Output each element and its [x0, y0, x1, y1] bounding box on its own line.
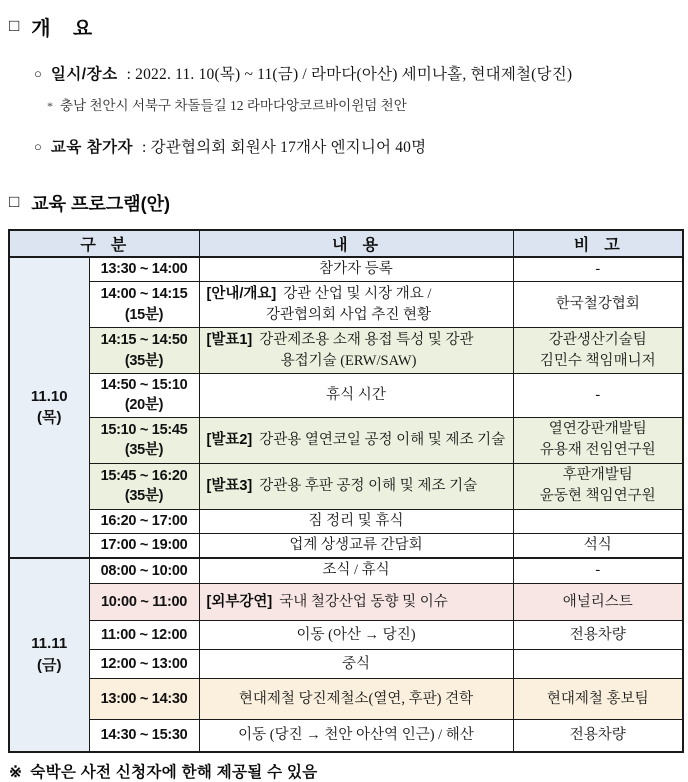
time-cell: 14:00 ~ 14:15 (15분) — [89, 282, 199, 328]
note-cell: 전용차량 — [513, 720, 683, 752]
info-value-participants: : 강관협의회 회원사 17개사 엔지니어 40명 — [142, 139, 427, 156]
footnote-text: 숙박은 사전 신청자에 한해 제공될 수 있음 — [30, 763, 318, 781]
note-cell: 한국철강협회 — [513, 282, 683, 328]
content-cell: 이동 (당진 → 천안 아산역 인근) / 해산 — [199, 720, 513, 752]
table-row — [9, 463, 683, 509]
note-cell — [513, 509, 683, 533]
address-note — [47, 94, 682, 114]
circle-bullet-icon: ○ — [34, 66, 42, 81]
time-cell: 13:00 ~ 14:30 — [89, 679, 199, 720]
table-row — [9, 679, 683, 720]
note-cell: - — [513, 558, 683, 584]
square-bullet-icon: □ — [9, 192, 20, 211]
time-cell: 11:00 ~ 12:00 — [89, 621, 199, 650]
time-cell: 12:00 ~ 13:00 — [89, 650, 199, 679]
note-cell: 전용차량 — [513, 621, 683, 650]
table-row — [9, 533, 683, 558]
program-title-text: 교육 프로그램(안) — [31, 194, 170, 214]
table-row — [9, 282, 683, 328]
content-cell: 중식 — [199, 650, 513, 679]
note-cell: 강관생산기술팀 김민수 책임매니저 — [513, 328, 683, 374]
table-row — [9, 328, 683, 374]
content-cell: 참가자 등록 — [199, 257, 513, 282]
table-row — [9, 720, 683, 752]
day-cell-thursday — [9, 257, 89, 558]
time-cell: 16:20 ~ 17:00 — [89, 509, 199, 533]
time-cell: 15:10 ~ 15:45 (35분) — [89, 417, 199, 463]
table-row — [9, 509, 683, 533]
reference-mark-icon: ※ — [9, 763, 23, 781]
time-cell: 08:00 ~ 10:00 — [89, 558, 199, 584]
table-row — [9, 257, 683, 282]
overview-title-text: 개 요 — [31, 18, 93, 40]
info-label-datetime: 일시/장소 — [50, 66, 118, 83]
day-date: 11.11 — [31, 634, 68, 652]
time-cell: 15:45 ~ 16:20 (35분) — [89, 463, 199, 509]
info-label-participants: 교육 참가자 — [50, 139, 134, 156]
table-row — [9, 558, 683, 584]
note-cell — [513, 650, 683, 679]
table-row — [9, 374, 683, 418]
asterisk-icon: * — [47, 99, 53, 113]
day-date: 11.10 — [30, 387, 68, 405]
day-weekday: (금) — [37, 656, 62, 674]
table-header-content: 내 용 — [199, 230, 513, 257]
note-cell: 열연강판개발팀 유용재 전임연구원 — [513, 417, 683, 463]
table-row — [9, 584, 683, 621]
note-cell: 후판개발팀 윤동현 책임연구원 — [513, 463, 683, 509]
footnote — [9, 760, 682, 782]
note-cell: - — [513, 374, 683, 418]
content-cell: [발표2] 강관용 열연코일 공정 이해 및 제조 기술 — [199, 417, 513, 463]
content-cell: 이동 (아산 → 당진) — [199, 621, 513, 650]
table-header-note: 비 고 — [513, 230, 683, 257]
table-row — [9, 417, 683, 463]
time-cell: 10:00 ~ 11:00 — [89, 584, 199, 621]
info-line-participants — [34, 135, 682, 157]
content-cell: 짐 정리 및 휴식 — [199, 509, 513, 533]
square-bullet-icon: □ — [9, 15, 20, 35]
circle-bullet-icon: ○ — [34, 139, 42, 154]
day-cell-friday — [9, 558, 89, 752]
content-cell: [발표1] 강관제조용 소재 용접 특성 및 강관 용접기술 (ERW/SAW) — [199, 328, 513, 374]
table-header-row — [9, 230, 683, 257]
day-weekday: (목) — [37, 409, 62, 427]
content-cell: [안내/개요] 강관 산업 및 시장 개요 / 강관협의회 사업 추진 현황 — [199, 282, 513, 328]
note-cell: 현대제철 홍보팀 — [513, 679, 683, 720]
time-cell: 14:30 ~ 15:30 — [89, 720, 199, 752]
info-value-datetime: : 2022. 11. 10(목) ~ 11(금) / 라마다(아산) 세미나홀, 현대제철(당진) — [126, 66, 573, 83]
time-cell: 13:30 ~ 14:00 — [89, 257, 199, 282]
note-cell: 석식 — [513, 533, 683, 558]
content-cell: 조식 / 휴식 — [199, 558, 513, 584]
info-line-datetime — [34, 62, 682, 84]
time-cell: 14:50 ~ 15:10 (20분) — [89, 374, 199, 418]
note-cell: - — [513, 257, 683, 282]
table-row — [9, 621, 683, 650]
content-cell: [외부강연] 국내 철강산업 동향 및 이슈 — [199, 584, 513, 621]
content-cell: 휴식 시간 — [199, 374, 513, 418]
time-cell: 14:15 ~ 14:50 (35분) — [89, 328, 199, 374]
content-cell: 현대제철 당진제철소(열연, 후판) 견학 — [199, 679, 513, 720]
content-cell: 업계 상생교류 간담회 — [199, 533, 513, 558]
overview-section-title — [9, 12, 682, 41]
time-cell: 17:00 ~ 19:00 — [89, 533, 199, 558]
schedule-table — [8, 229, 684, 753]
note-cell: 애널리스트 — [513, 584, 683, 621]
program-section-title — [9, 190, 682, 216]
content-cell: [발표3] 강관용 후판 공정 이해 및 제조 기술 — [199, 463, 513, 509]
table-row — [9, 650, 683, 679]
table-header-category: 구 분 — [9, 230, 199, 257]
address-text: 충남 천안시 서북구 차돌들길 12 라마다앙코르바이윈덤 천안 — [60, 98, 407, 113]
